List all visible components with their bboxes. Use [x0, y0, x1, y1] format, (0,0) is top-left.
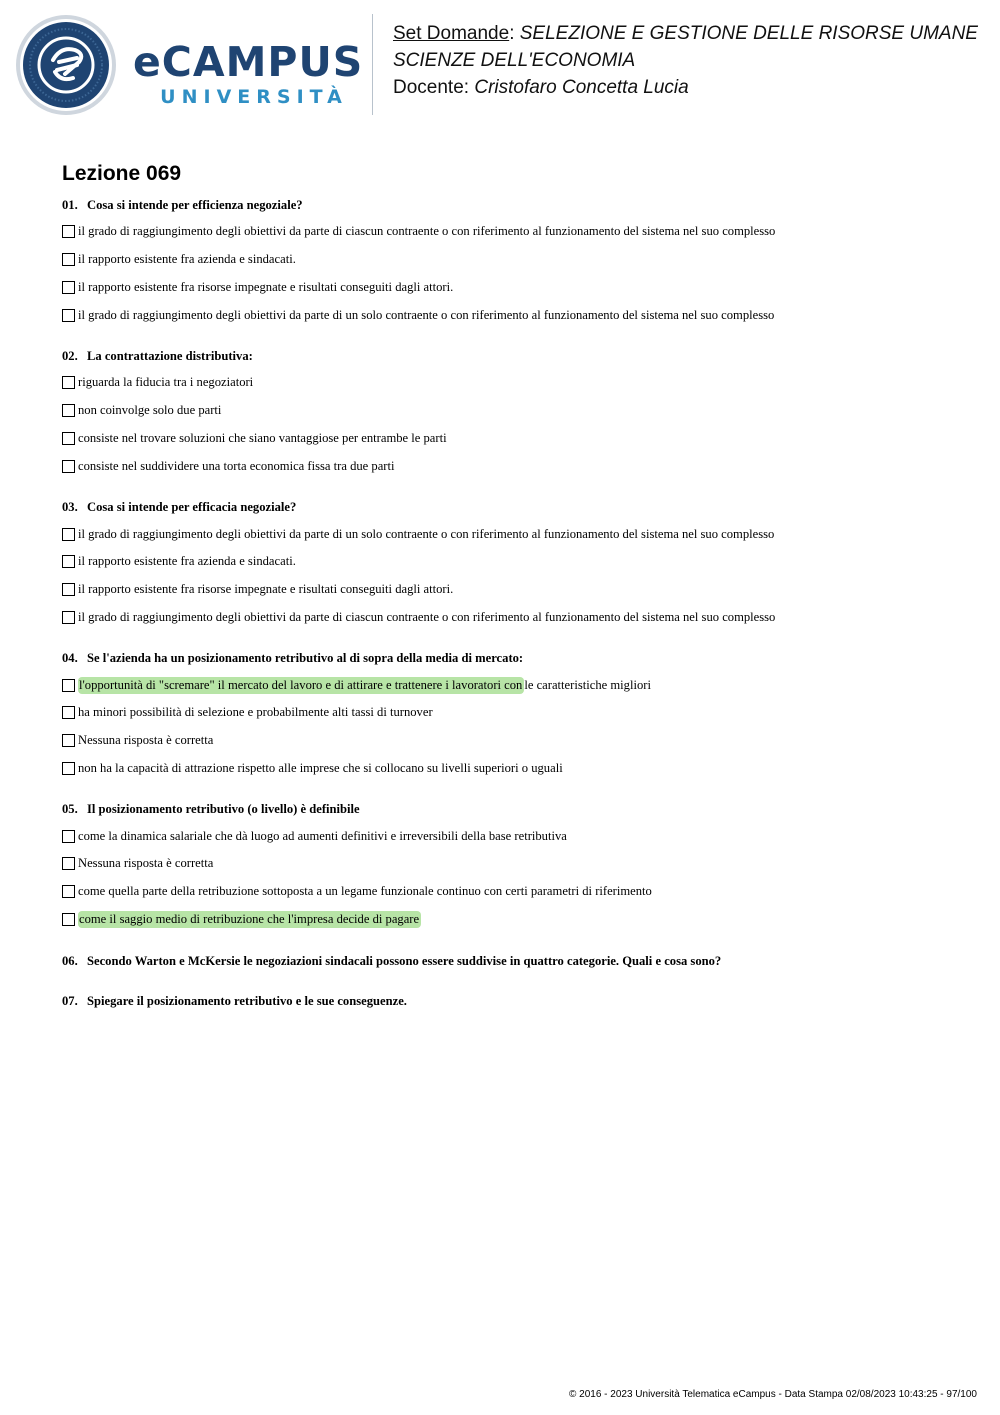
answer-checkbox[interactable]: [62, 253, 75, 266]
answer-checkbox[interactable]: [62, 830, 75, 843]
answer-option[interactable]: [62, 401, 221, 419]
answer-option[interactable]: [62, 580, 453, 598]
answer-option[interactable]: [62, 373, 253, 391]
answer-checkbox[interactable]: [62, 376, 75, 389]
question-03: [62, 500, 296, 515]
answer-checkbox[interactable]: [62, 762, 75, 775]
answer-checkbox[interactable]: [62, 460, 75, 473]
answer-checkbox[interactable]: [62, 706, 75, 719]
answer-option[interactable]: [62, 457, 395, 475]
page-footer: © 2016 - 2023 Università Telematica eCampus - Data Stampa 02/08/2023 10:43:25 - 97/100: [569, 1389, 977, 1400]
question-text: Cosa si intende per efficienza negoziale?: [87, 198, 303, 212]
question-04: [62, 651, 523, 666]
option-text: riguarda la fiducia tra i negoziatori: [78, 374, 254, 389]
question-text: Cosa si intende per efficacia negoziale?: [87, 500, 297, 514]
question-text: Il posizionamento retributivo (o livello) è definibile: [87, 802, 360, 816]
option-text: il rapporto esistente fra azienda e sindacati.: [78, 553, 296, 568]
option-text: come la dinamica salariale che dà luogo ad aumenti definitivi e irreversibili della base retributiva: [78, 828, 567, 843]
answer-option[interactable]: [62, 429, 447, 447]
question-number: 06.: [62, 954, 78, 968]
set-line: Set Domande: SELEZIONE E GESTIONE DELLE RISORSE UMANE: [393, 23, 978, 44]
answer-checkbox[interactable]: [62, 309, 75, 322]
document-header: [393, 20, 993, 101]
logo-universita-text: UNIVERSITÀ: [160, 86, 348, 108]
answer-checkbox[interactable]: [62, 734, 75, 747]
answer-option-highlighted[interactable]: [62, 676, 651, 694]
answer-option[interactable]: [62, 552, 296, 570]
question-text: Spiegare il posizionamento retributivo e le sue conseguenze.: [87, 994, 407, 1008]
answer-option[interactable]: [62, 759, 563, 777]
question-07: [62, 994, 407, 1009]
answer-option[interactable]: [62, 827, 567, 845]
question-number: 05.: [62, 802, 78, 816]
option-text: non coinvolge solo due parti: [78, 402, 222, 417]
option-text: il grado di raggiungimento degli obiettivi da parte di ciascun contraente o con riferimento al funzionamento del sistema nel suo complesso: [78, 609, 776, 624]
question-text: Se l'azienda ha un posizionamento retributivo al di sopra della media di mercato:: [87, 651, 524, 665]
question-number: 07.: [62, 994, 78, 1008]
question-number: 03.: [62, 500, 78, 514]
answer-checkbox[interactable]: [62, 555, 75, 568]
answer-option[interactable]: [62, 882, 652, 900]
answer-checkbox[interactable]: [62, 225, 75, 238]
option-text: il grado di raggiungimento degli obiettivi da parte di ciascun contraente o con riferimento al funzionamento del sistema nel suo complesso: [78, 223, 776, 238]
logo-ecampus-text: eCAMPUS: [133, 38, 364, 86]
answer-checkbox[interactable]: [62, 281, 75, 294]
answer-checkbox[interactable]: [62, 913, 75, 926]
option-text: consiste nel trovare soluzioni che siano vantaggiose per entrambe le parti: [78, 430, 447, 445]
option-text: Nessuna risposta è corretta: [78, 732, 214, 747]
question-06: [62, 954, 721, 969]
answer-option-highlighted[interactable]: [62, 910, 421, 928]
answer-option[interactable]: [62, 278, 453, 296]
answer-checkbox[interactable]: [62, 404, 75, 417]
answer-checkbox[interactable]: [62, 885, 75, 898]
question-number: 01.: [62, 198, 78, 212]
question-05: [62, 802, 360, 817]
answer-option[interactable]: [62, 222, 775, 240]
header-divider: [372, 14, 373, 115]
option-text: le caratteristiche migliori: [524, 677, 651, 692]
answer-checkbox[interactable]: [62, 583, 75, 596]
answer-option[interactable]: [62, 525, 774, 543]
option-text: il grado di raggiungimento degli obiettivi da parte di un solo contraente o con riferimento al funzionamento del sistema nel suo complesso: [78, 526, 775, 541]
question-text: Secondo Warton e McKersie le negoziazioni sindacali possono essere suddivise in quattro categorie. Quali e cosa sono?: [87, 954, 722, 968]
answer-option[interactable]: [62, 250, 296, 268]
set-label: Set Domande: [393, 23, 510, 44]
teacher-label: Docente: [393, 77, 464, 98]
course-title: SELEZIONE E GESTIONE DELLE RISORSE UMANE: [519, 23, 978, 44]
option-text: come quella parte della retribuzione sottoposta a un legame funzionale continuo con certi parametri di riferimento: [78, 883, 652, 898]
option-text: consiste nel suddividere una torta economica fissa tra due parti: [78, 458, 395, 473]
question-number: 04.: [62, 651, 78, 665]
answer-option[interactable]: [62, 608, 775, 626]
question-text: La contrattazione distributiva:: [87, 349, 253, 363]
lesson-title: Lezione 069: [62, 162, 182, 185]
answer-option[interactable]: [62, 703, 433, 721]
option-text: il grado di raggiungimento degli obiettivi da parte di un solo contraente o con riferimento al funzionamento del sistema nel suo complesso: [78, 307, 775, 322]
question-01: [62, 198, 303, 213]
answer-checkbox[interactable]: [62, 611, 75, 624]
option-text: non ha la capacità di attrazione rispetto alle imprese che si collocano su livelli superiori o uguali: [78, 760, 563, 775]
ecampus-wordmark: [133, 38, 364, 108]
answer-option[interactable]: [62, 731, 213, 749]
question-02: [62, 349, 253, 364]
teacher-name: Cristofaro Concetta Lucia: [474, 77, 689, 98]
highlighted-text: come il saggio medio di retribuzione che l'impresa decide di pagare: [79, 911, 420, 926]
question-number: 02.: [62, 349, 78, 363]
option-text: il rapporto esistente fra azienda e sindacati.: [78, 251, 296, 266]
answer-checkbox[interactable]: [62, 857, 75, 870]
option-text: il rapporto esistente fra risorse impegnate e risultati conseguiti dagli attori.: [78, 581, 454, 596]
option-text: Nessuna risposta è corretta: [78, 855, 214, 870]
answer-checkbox[interactable]: [62, 679, 75, 692]
answer-option[interactable]: [62, 306, 774, 324]
answer-checkbox[interactable]: [62, 432, 75, 445]
teacher-line: Docente: Cristofaro Concetta Lucia: [393, 77, 689, 98]
answer-checkbox[interactable]: [62, 528, 75, 541]
faculty-name: SCIENZE DELL'ECONOMIA: [393, 50, 636, 71]
highlighted-text: l'opportunità di "scremare" il mercato del lavoro e di attirare e trattenere i lavoratori con: [79, 677, 523, 692]
answer-option[interactable]: [62, 854, 213, 872]
option-text: il rapporto esistente fra risorse impegnate e risultati conseguiti dagli attori.: [78, 279, 454, 294]
ecampus-seal-logo: [15, 14, 117, 116]
option-text: ha minori possibilità di selezione e probabilmente alti tassi di turnover: [78, 704, 433, 719]
